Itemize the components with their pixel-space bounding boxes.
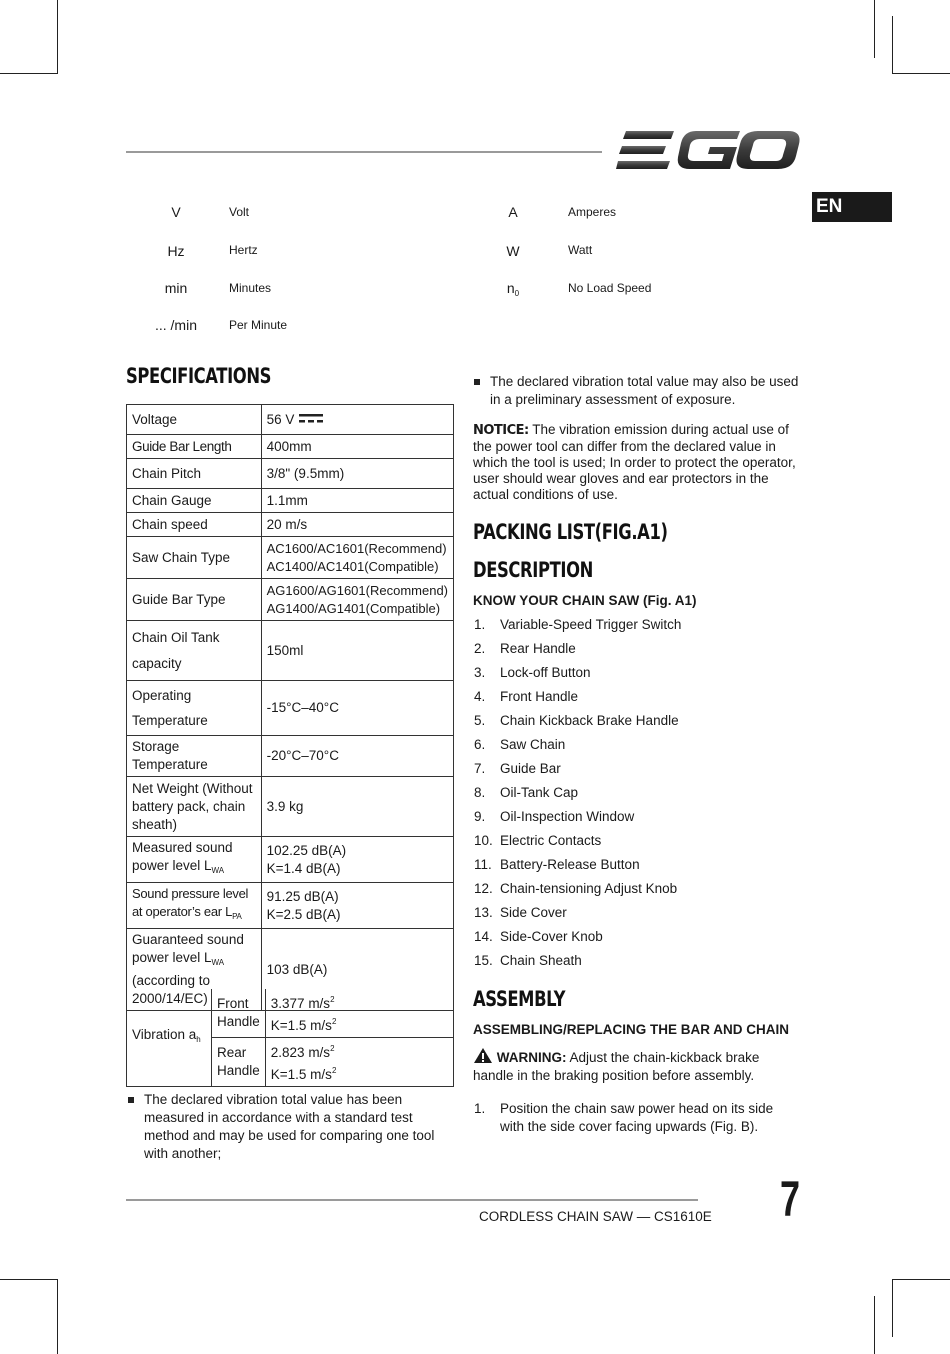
crop-mark (892, 1279, 950, 1280)
spec-key-line: capacity (132, 655, 182, 671)
description-subtitle: KNOW YOUR CHAIN SAW (Fig. A1) (473, 593, 697, 608)
spec-value-line: AG1400/AG1401(Compatible) (266, 600, 441, 616)
symbol: V (171, 204, 181, 220)
bullet-square-icon (128, 1097, 134, 1103)
symbol-meaning: Amperes (568, 205, 617, 219)
list-item (474, 952, 681, 976)
footer-rule (126, 1199, 698, 1201)
table-row (127, 989, 454, 1038)
specifications-title: SPECIFICATIONS (126, 364, 272, 388)
list-item (474, 736, 681, 760)
spec-key: Guide Bar Type (127, 579, 262, 621)
crop-mark (57, 0, 58, 74)
list-item (474, 880, 681, 904)
vibration-value-text: 3.377 m/s (270, 996, 331, 1011)
vibration-handle-label: Front Handle (212, 989, 266, 1038)
list-number: 1. (474, 1101, 486, 1116)
table-row (127, 513, 454, 537)
crop-mark (0, 1279, 58, 1280)
spec-key-subscript: WA (211, 958, 225, 967)
list-number: 3. (474, 665, 486, 680)
spec-value (261, 579, 453, 621)
spec-value (261, 837, 453, 883)
vibration-table (126, 989, 454, 1087)
table-row (127, 435, 454, 459)
spec-key (127, 883, 262, 929)
vibration-value (265, 989, 453, 1038)
spec-value: 150ml (261, 621, 453, 681)
spec-key: Voltage (127, 405, 262, 435)
vibration-value-text: K=1.5 m/s (270, 1067, 332, 1082)
spec-key: Saw Chain Type (127, 537, 262, 579)
list-item-text: Lock-off Button (500, 665, 591, 680)
dc-current-icon (298, 413, 324, 425)
crop-mark (0, 73, 58, 74)
symbol-text: n (506, 280, 515, 296)
symbol-subscript: 0 (514, 289, 520, 298)
spec-key (127, 621, 262, 681)
spec-value-line: AG1600/AG1601(Recommend) (266, 582, 448, 598)
assembly-step (474, 1100, 800, 1136)
spec-key: Chain Pitch (127, 459, 262, 489)
list-item-text: Side Cover (500, 905, 567, 920)
warning-text: Adjust the chain-kickback brake handle in the braking position before assembly. (473, 1050, 760, 1083)
list-number: 13. (474, 905, 493, 920)
table-row (127, 621, 454, 681)
page-number: 7 (780, 1171, 801, 1227)
list-item (474, 856, 681, 880)
list-item (474, 904, 681, 928)
spec-key: Net Weight (Without battery pack, chain sheath) (127, 777, 262, 837)
spec-key: Guide Bar Length (127, 435, 262, 459)
vibration-label-text: Vibration a (132, 1027, 197, 1042)
table-row (127, 489, 454, 513)
notice-paragraph (473, 422, 801, 503)
list-item-text: Saw Chain (500, 737, 566, 752)
list-number: 1. (474, 617, 486, 632)
spec-key: Storage Temperature (127, 736, 262, 777)
assembly-title: ASSEMBLY (473, 987, 566, 1011)
list-item (474, 640, 681, 664)
list-number: 2. (474, 641, 486, 656)
symbol-meaning: Minutes (229, 281, 272, 295)
list-item (474, 616, 681, 640)
list-number: 10. (474, 833, 493, 848)
list-item-text: Chain Sheath (500, 953, 582, 968)
spec-key-line: (according to 2000/14/EC) (132, 973, 211, 1006)
list-item (474, 712, 681, 736)
warning-paragraph (473, 1047, 801, 1085)
spec-key-text: Sound pressure level at operator’s ear L (132, 886, 249, 919)
vibration-label (127, 989, 212, 1087)
bullet-text: The declared vibration total value has been measured in accordance with a standard test method and may be used for comparing one tool with another; (144, 1092, 435, 1161)
notice-text: The vibration emission during actual use of the power tool can differ from the declared value in which the tool is used; In order to protect the operator, user should wear gloves and ear protectors in the actual conditions of use. (473, 422, 796, 502)
unit-superscript: 2 (330, 1044, 335, 1053)
spec-value: -20°C–70°C (261, 736, 453, 777)
spec-key-subscript: PA (232, 912, 242, 921)
crop-mark (874, 0, 875, 58)
list-item-text: Oil-Inspection Window (500, 809, 635, 824)
spec-key (127, 681, 262, 736)
list-item (474, 688, 681, 712)
description-title: DESCRIPTION (473, 558, 593, 582)
list-item-text: Oil-Tank Cap (500, 785, 579, 800)
crop-mark (892, 16, 893, 74)
symbol: min (164, 280, 188, 296)
symbol-meaning: Per Minute (229, 318, 288, 332)
list-item-text: Rear Handle (500, 641, 576, 656)
list-item-text: Electric Contacts (500, 833, 602, 848)
table-row (127, 405, 454, 435)
table-row (127, 837, 454, 883)
list-item (474, 928, 681, 952)
footer-title: CORDLESS CHAIN SAW — CS1610E (479, 1209, 712, 1224)
unit-superscript: 2 (331, 1017, 337, 1026)
vibration-handle-label: Rear Handle (212, 1038, 266, 1087)
vibration-value-text: K=1.5 m/s (270, 1018, 332, 1033)
symbol: ... /min (154, 317, 197, 333)
crop-mark (874, 1296, 875, 1354)
list-item-text: Side-Cover Knob (500, 929, 603, 944)
spec-value (261, 883, 453, 929)
spec-key-line: Operating (132, 688, 192, 703)
header-rule (126, 151, 602, 153)
spec-key: Chain speed (127, 513, 262, 537)
spec-value-line: K=2.5 dB(A) (266, 906, 341, 922)
table-row (127, 579, 454, 621)
list-number: 12. (474, 881, 493, 896)
symbol: A (508, 204, 518, 220)
list-item-text: Variable-Speed Trigger Switch (500, 617, 682, 632)
list-item-text: Guide Bar (500, 761, 561, 776)
spec-key-text: Guaranteed sound power level L (132, 932, 244, 965)
symbol (473, 280, 553, 298)
unit-superscript: 2 (330, 995, 335, 1004)
list-item-text: Battery-Release Button (500, 857, 640, 872)
spec-value: -15°C–40°C (261, 681, 453, 736)
table-row (127, 736, 454, 777)
spec-value (261, 537, 453, 579)
vibration-value-text: 2.823 m/s (270, 1045, 331, 1060)
spec-value: 3/8" (9.5mm) (261, 459, 453, 489)
spec-key-line: Chain Oil Tank (132, 629, 220, 645)
list-item (474, 664, 681, 688)
spec-key-text: Measured sound power level L (132, 840, 233, 873)
notice-label: NOTICE: (473, 423, 529, 438)
vibration-label-subscript: h (196, 1035, 201, 1044)
list-number: 9. (474, 809, 486, 824)
list-number: 11. (474, 857, 492, 872)
crop-mark (892, 73, 950, 74)
warning-icon (473, 1047, 493, 1064)
spec-value-line: K=1.4 dB(A) (266, 860, 341, 876)
table-row (127, 777, 454, 837)
symbol-meaning: No Load Speed (568, 281, 652, 295)
spec-key (127, 837, 262, 883)
list-item-text: Chain-tensioning Adjust Knob (500, 881, 678, 896)
spec-value: 20 m/s (261, 513, 453, 537)
specifications-table (126, 404, 454, 1011)
list-number: 5. (474, 713, 486, 728)
spec-value: 1.1mm (261, 489, 453, 513)
spec-value-line: 102.25 dB(A) (266, 842, 347, 858)
symbol-meaning: Volt (229, 205, 250, 219)
symbol: Hz (167, 243, 185, 259)
crop-mark (892, 1279, 893, 1337)
list-number: 14. (474, 929, 493, 944)
spec-value-text: 56 V (266, 411, 295, 427)
symbol-meaning: Hertz (229, 243, 258, 257)
warning-label: WARNING: (496, 1050, 567, 1065)
bullet-item (474, 373, 800, 409)
table-row (127, 883, 454, 929)
spec-value-line: AC1400/AC1401(Compatible) (266, 558, 439, 574)
table-row (127, 681, 454, 736)
bullet-item (128, 1091, 456, 1163)
table-row (127, 459, 454, 489)
unit-superscript: 2 (331, 1066, 337, 1075)
list-item-text: Chain Kickback Brake Handle (500, 713, 679, 728)
vibration-value (265, 1038, 453, 1087)
list-item-text: Front Handle (500, 689, 579, 704)
assembly-subtitle: ASSEMBLING/REPLACING THE BAR AND CHAIN (473, 1022, 790, 1037)
list-number: 8. (474, 785, 486, 800)
spec-value: 103 dB(A) (261, 929, 453, 1011)
list-item (474, 760, 681, 784)
language-tab: EN (812, 192, 892, 222)
list-number: 4. (474, 689, 486, 704)
table-row (127, 537, 454, 579)
spec-value: 3.9 kg (261, 777, 453, 837)
spec-value (261, 405, 453, 435)
packing-list-title: PACKING LIST(FIG.A1) (473, 520, 668, 544)
spec-key: Chain Gauge (127, 489, 262, 513)
list-item (474, 784, 681, 808)
spec-key-line: Temperature (132, 713, 208, 728)
list-item (474, 808, 681, 832)
symbol: W (506, 243, 520, 259)
bullet-square-icon (474, 379, 480, 385)
symbol-meaning: Watt (568, 243, 593, 257)
list-number: 7. (474, 761, 486, 776)
parts-list (474, 616, 681, 976)
list-number: 6. (474, 737, 486, 752)
crop-mark (57, 1279, 58, 1354)
step-text: Position the chain saw power head on its side with the side cover facing upwards (Fig. B). (500, 1101, 774, 1134)
spec-value-line: 91.25 dB(A) (266, 888, 339, 904)
spec-key-subscript: WA (211, 866, 225, 875)
list-number: 15. (474, 953, 493, 968)
bullet-text: The declared vibration total value may also be used in a preliminary assessment of exposure. (490, 374, 799, 407)
spec-value: 400mm (261, 435, 453, 459)
list-item (474, 832, 681, 856)
ego-logo (616, 128, 800, 172)
spec-value-line: AC1600/AC1601(Recommend) (266, 540, 447, 556)
